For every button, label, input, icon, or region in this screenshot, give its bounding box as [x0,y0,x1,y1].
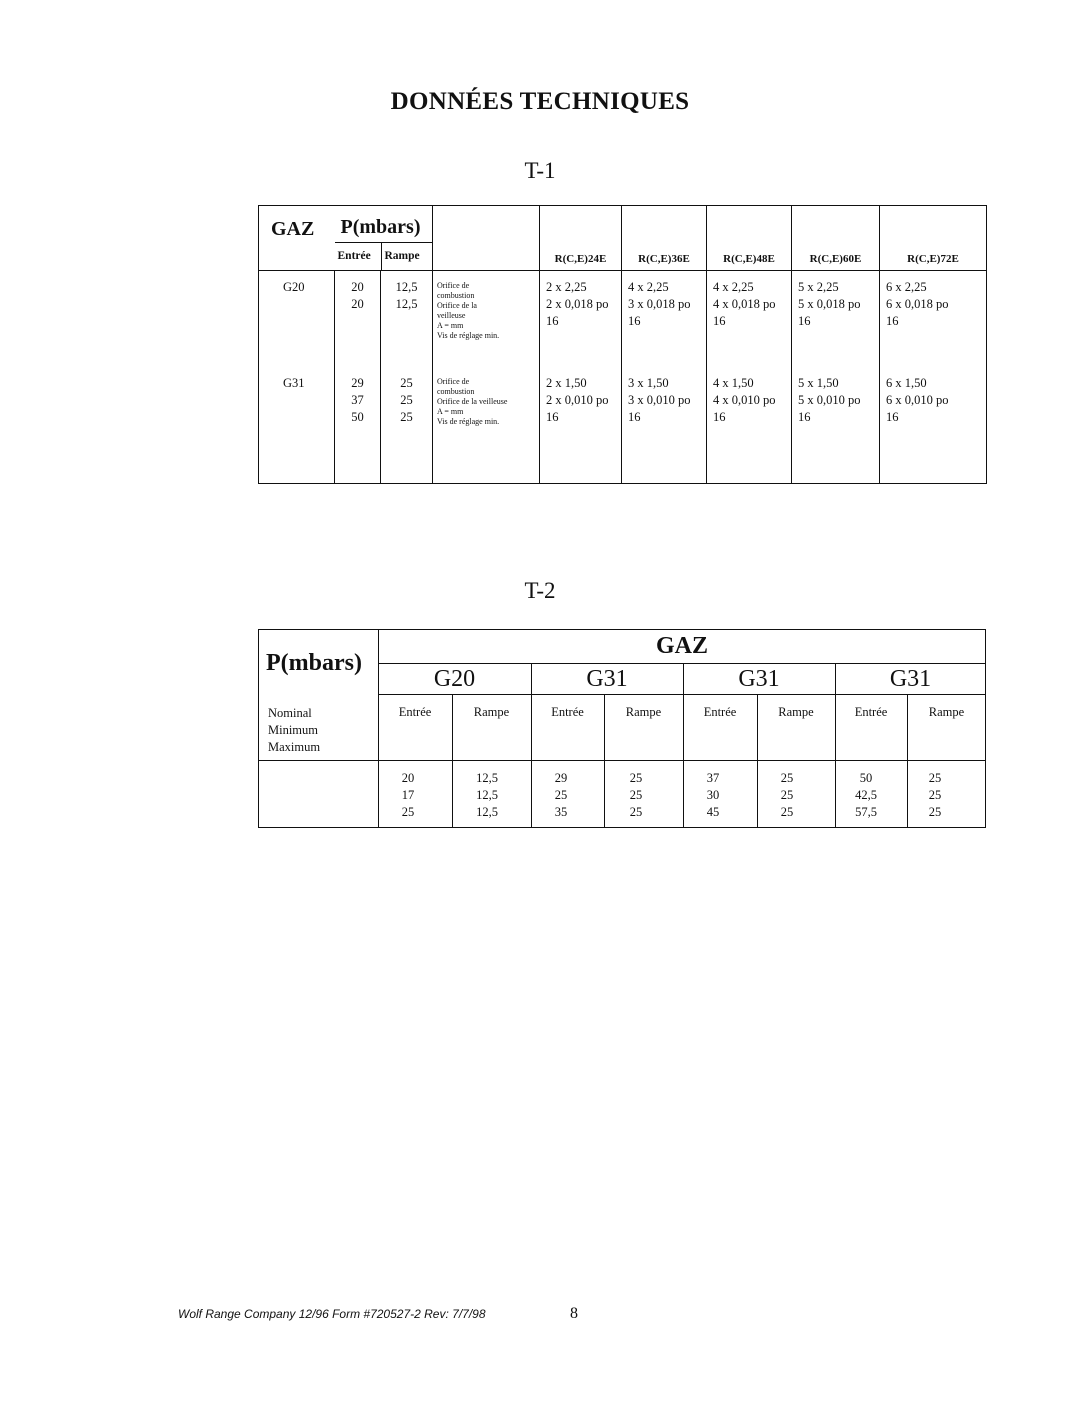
t2-row-labels [268,705,320,756]
t1-value: 5 x 0,010 po [798,392,861,407]
t2-value-column [604,770,668,821]
t1-value: 16 [886,409,899,424]
t1-value: 16 [628,314,641,328]
t2-gas-header: G20 [433,666,476,692]
t1-desc: A = mm [437,321,464,330]
t1-desc: combustion [437,386,475,396]
t2-value-column [757,770,817,821]
t2-value: 12,5 [476,771,498,785]
t1-desc: Orifice de [437,281,470,290]
t1-model-header: R(C,E)36E [638,253,690,265]
page-title: DONNÉES TECHNIQUES [390,88,690,115]
t1-model-header: R(C,E)60E [809,253,862,265]
t1-value: 6 x 1,50 [886,375,927,390]
t1-value: 16 [798,409,811,424]
t2-value: 17 [401,788,415,802]
t1-value: 4 x 1,50 [713,375,754,390]
t2-value: 42,5 [855,788,877,802]
t1-desc: A = mm [437,406,464,416]
t1-value: 3 x 0,018 po [628,297,691,311]
t1-value: 16 [713,409,726,424]
table-row [259,271,987,367]
t2-subheader-entree: Entrée [854,705,888,719]
t1-value: 6 x 0,018 po [886,297,949,311]
t1-gas-g31: G31 [283,375,305,390]
t1-value: 3 x 0,010 po [628,392,691,407]
t1-value: 16 [546,409,559,424]
t1-value: 5 x 1,50 [798,375,839,390]
t2-value: 25 [554,788,568,802]
t2-value: 50 [859,771,873,785]
t1-entree-value: 29 [351,375,364,390]
t2-row-label: Minimum [268,723,319,737]
t2-value: 25 [780,771,794,785]
t2-value: 45 [706,805,720,819]
t2-gas-header: G31 [889,666,932,692]
t1-model-header: R(C,E)24E [554,253,607,265]
table-t1 [258,205,987,484]
t2-value: 12,5 [476,788,498,802]
t2-subheader-entree: Entrée [551,705,584,719]
t1-value: 2 x 1,50 [546,375,587,390]
t2-value: 25 [928,805,942,819]
t2-value-column [835,770,897,821]
t1-value: 16 [798,314,811,328]
t1-rampe-value: 25 [400,375,413,390]
t2-subheader-rampe: Rampe [473,705,510,719]
t1-desc: Orifice de la veilleuse [437,396,508,406]
t2-value: 29 [554,771,568,785]
footer-text: Wolf Range Company 12/96 Form #720527-2 Rev: 7/7/98 [178,1307,486,1321]
t1-rampe-value: 25 [400,409,413,424]
t1-entree-value: 50 [351,409,364,424]
t1-entree-value: 37 [351,392,364,407]
t2-value: 25 [928,788,942,802]
t1-model-header: R(C,E)48E [723,253,775,265]
t1-value: 4 x 2,25 [713,280,754,294]
t1-entree-value: 20 [351,297,364,311]
t2-value-column [683,770,743,821]
t1-model-header: R(C,E)72E [907,253,959,265]
t2-value: 25 [928,771,942,785]
t1-value: 3 x 1,50 [628,375,669,390]
t1-gaz-header: GAZ [271,218,315,240]
page-number: 8 [570,1305,578,1322]
t2-value-column [462,770,512,821]
t2-value: 30 [706,788,720,802]
t1-desc: combustion [437,291,475,300]
t1-value: 4 x 2,25 [628,280,669,294]
t2-subheader-entree: Entrée [703,705,737,719]
t1-value: 5 x 2,25 [798,280,839,294]
t1-value: 16 [546,314,559,328]
t1-value: 6 x 0,010 po [886,392,949,407]
t2-value-column [907,770,963,821]
t2-value: 25 [780,805,794,819]
t1-pmbars-header: P(mbars) [340,216,421,238]
t1-entree-value: 20 [351,280,364,294]
t1-desc: Orifice de la [437,301,477,310]
t2-value: 25 [629,805,643,819]
table-1-label: T-1 [524,158,556,183]
t1-value: 16 [628,409,641,424]
t1-value: 6 x 2,25 [886,280,927,294]
t1-value: 2 x 0,010 po [546,392,609,407]
t2-value: 20 [401,771,415,785]
t1-desc: Vis de réglage min. [437,416,500,426]
t1-desc: veilleuse [437,311,466,320]
t1-value: 2 x 2,25 [546,280,587,294]
t2-value-column [378,770,438,821]
t2-value: 25 [629,788,643,802]
t2-subheader-entree: Entrée [398,705,432,719]
t1-value: 2 x 0,018 po [546,297,609,311]
t2-value: 25 [401,805,415,819]
t2-value: 25 [629,771,643,785]
t2-value: 12,5 [476,805,498,819]
t1-rampe-header: Rampe [384,250,420,262]
t1-gas-g20: G20 [283,280,305,294]
t2-value: 25 [780,788,794,802]
t2-gaz-header: GAZ [655,633,708,659]
t2-gas-header: G31 [586,666,628,692]
t2-subheader-rampe: Rampe [625,705,662,719]
t2-row-label: Nominal [268,706,312,720]
t1-rampe-value: 12,5 [395,297,418,311]
t2-gas-header: G31 [738,666,780,692]
t1-value: 16 [713,314,726,328]
t1-entree-header: Entrée [337,250,371,262]
t1-desc: Orifice de [437,376,470,386]
t1-value: 16 [886,314,899,328]
t2-pmbars-header: P(mbars) [266,650,362,676]
t2-subheader-rampe: Rampe [928,705,965,719]
table-2-label: T-2 [524,578,556,603]
t2-value: 57,5 [855,805,877,819]
t1-value: 4 x 0,018 po [713,297,776,311]
t1-value: 4 x 0,010 po [713,392,776,407]
t2-value: 37 [706,771,720,785]
t2-value: 35 [554,805,568,819]
t1-rampe-value: 25 [400,392,413,407]
table-row [259,367,987,484]
t1-rampe-value: 12,5 [395,280,418,294]
t1-value: 5 x 0,018 po [798,297,861,311]
t2-row-label: Maximum [268,740,321,754]
t1-desc: Vis de réglage min. [437,331,500,340]
t2-subheader-rampe: Rampe [778,705,814,719]
t2-value-column [531,770,591,821]
